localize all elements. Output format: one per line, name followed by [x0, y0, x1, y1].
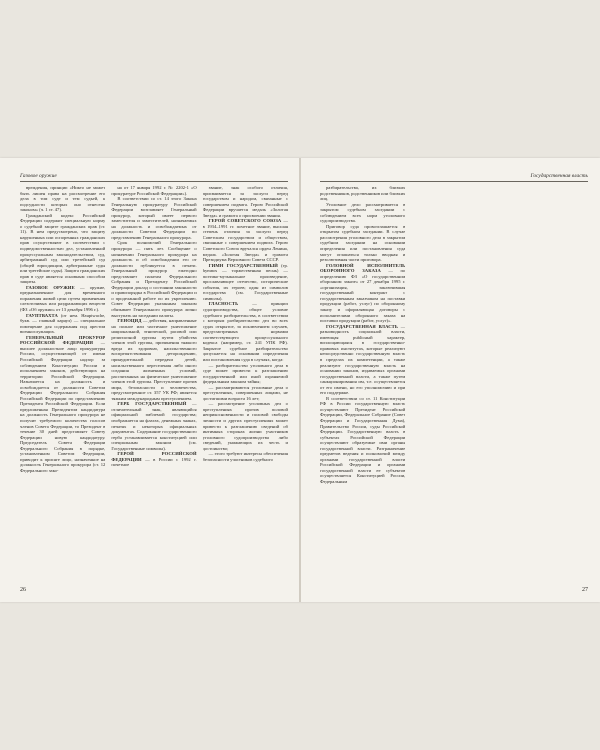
- column-right-1: [320, 185, 405, 580]
- paragraph: — разбирательство уголовного дела в суде может привести к разглашению государственной или иной охраняемой федеральным законом тайны;: [202, 362, 288, 385]
- column-right-3: [503, 185, 588, 580]
- paragraph: В соответствии со ст. 11 Конституции РФ в России государственную власть осуществляют Президент Российской Федерации, Федеральное Собрание (Совет Федерации и Государственная Дума), Правительство России, суды Российской Федерации. Государственную власть в субъектах Российской Федерации осуществляют образуемые ими органы государственной власти. Разграничение предметов ведения и полномочий между органами государственной власти Российской Федерации и органами государственной власти ее субъектов осуществляется Конституцией России, Федеральным: [320, 395, 406, 484]
- column-left-1: [20, 185, 105, 580]
- paragraph: Уголовное дело рассматривается в закрытом судебном заседании с соблюдением всех норм уголовного судопроизводства.: [320, 201, 406, 224]
- paragraph: Приговор суда провозглашается в открытом судебном заседании. В случае рассмотрения уголовного дела в закрытом судебном заседании на основании определения или постановления суда могут оглашаться только вводная и резолютивная части приговора.: [320, 223, 406, 263]
- page-right: [304, 158, 596, 602]
- paragraph: ГЕРОЙ СОВЕТСКОГО СОЮЗА — в 1934–1991 гг. почетное звание, высшая степень отличия за заслуги перед Советским государством и обществом, связанные с совершением подвига. Герою Советского Союза вручался орден Ленина, медаль «Золотая Звезда» и грамота Президиума Верховного Совета СССР.: [202, 218, 288, 263]
- paragraph: Срок полномочий Генерального прокурора — пять лет. Сообщение о назначении Генерального прокурора на должность и об освобождении его от должности публикуется в печати. Генеральный прокурор ежегодно представляет палатам Федерального Собрания и Президенту Российской Федерации доклад о состоянии законности и правопорядка в Российской Федерации и о проделанной работе по их укреплению. Совет Федерации указанным законом обязывает Генерального прокурора лично выступать на заседании палаты.: [111, 240, 197, 318]
- paragraph: В соответствии со ст. 14 этого Закона Генеральную прокуратуру Российской Федерации возглавляет Генеральный прокурор, который имеет первого заместителя и заместителей, назначаемых на должность и освобождаемых от должности Советом Федерации по представлению Генерального прокурора.: [111, 196, 197, 240]
- column-left-2: [111, 185, 196, 580]
- paragraph: разбирательства, их близких родственников, родственников или близких лиц.: [320, 185, 406, 202]
- running-head-text: Государственная власть: [530, 173, 588, 179]
- paragraph: ГАУПТВАХТА (от нем. Hauptwache, букв. — главный караул) — специальное помещение для содержания под арестом военнослужащих.: [20, 312, 106, 335]
- paragraph: ГЕРОЙ РОССИЙСКОЙ ФЕДЕРАЦИИ — в России с 1992 г. почетное: [111, 451, 197, 468]
- paragraph: вреждения, принцип «Никто не может быть лишен права на рассмотрение его дела в том суде и тем судьей, к подсудности которых оно отнесено законом» (ч. 1 ст. 47).: [20, 185, 106, 213]
- text-columns-right: [320, 185, 588, 580]
- running-head-text: Газовое оружие: [20, 173, 57, 179]
- page-number-right: 27: [582, 587, 588, 593]
- running-head-right: [320, 172, 588, 182]
- paragraph: ГЕРБ ГОСУДАРСТВЕННЫЙ — отличительный знак, являющийся официальной эмблемой государства; изображается на флагах, денежных знаках, печатях и некоторых официальных документах. Содержание государственного герба устанавливается конституцией или специальным законом (см. Государственные символы).: [111, 401, 197, 451]
- page-left: [4, 158, 296, 602]
- paragraph: Гражданский кодекс Российской Федерации содержит специальную норму о судебной защите гражданских прав (ст. 11). В нем предусмотрено, что защиту нарушенных или оспоренных гражданских прав осуществляют в соответствии с подведомственностью дел, установленной процессуальным законодательством, суд, арбитражный суд или третейский суд (общей юрисдикции, арбитражные суды или третейские суды). Защита гражданских прав в суде является основным способом защиты.: [20, 212, 106, 285]
- column-left-3: [203, 185, 288, 580]
- column-right-2: [411, 185, 496, 580]
- paragraph: ГОЛОВНОЙ ИСПОЛНИТЕЛЬ ОБОРОННОГО ЗАКАЗА — по определению ФЗ «О государственном оборонном заказе» от 27 декабря 1995 г. «организация, заключившая государственный контракт с государственным заказчиком на поставки продукции (работ, услуг) по оборонному заказу и оформляющая договоры с исполнителями оборонного заказа на поставки продукции (работ, услуг)».: [320, 262, 406, 324]
- paragraph: — рассмотрение уголовных дел о преступлениях против половой неприкосновенности и половой свободы личности и других преступлениях может привести к разглашению сведений об интимных сторонах жизни участников уголовного судопроизводства либо сведений, унижающих их честь и достоинство;: [202, 401, 288, 451]
- text-columns-left: [20, 185, 288, 580]
- paragraph: — рассматриваются уголовные дела о преступлениях, совершенных лицами, не достигшими возраста 16 лет;: [202, 384, 288, 401]
- paragraph: ГИМН ГОСУДАРСТВЕННЫЙ (гр. hymnos — торжественная песнь) — поэтико-музыкальное произведение, прославляющее отечество, исторические события, их героев; один из символов государства (см. Государственные символы).: [202, 262, 288, 301]
- running-head-left: [20, 172, 288, 182]
- paragraph: ГЕНОЦИД — действия, направленные на полное или частичное уничтожение национальной, этнической, расовой или религиозной группы путем убийства членов этой группы, причинения тяжкого вреда их здоровью, насильственного воспрепятствования деторождению, принудительной передачи детей, насильственного переселения либо иного создания жизненных условий, рассчитанных на физическое уничтожение членов этой группы. Преступление против мира, безопасности и человечества, предусмотренное ст. 357 УК РФ; является тяжким международным преступлением.: [111, 318, 197, 401]
- book-gutter: [299, 158, 301, 602]
- paragraph: на от 17 января 1992 г. № 2202-1 «О прокуратуре Российской Федерации»).: [111, 185, 197, 196]
- paragraph: ГАЗОВОЕ ОРУЖИЕ — оружие, предназначенное для временного поражения живой цели путем применения слезоточивых или раздражающих веществ (ФЗ «Об оружии» от 13 декабря 1996 г.).: [20, 284, 106, 313]
- paragraph: ГЕНЕРАЛЬНЫЙ ПРОКУРОР РОССИЙСКОЙ ФЕДЕРАЦИИ — высшее должностное лицо прокуратуры России, осуществляющей от имени Российской Федерации надзор за соблюдением Конституции России и исполнением законов, действующих на территории Российской Федерации. Назначается на должность и освобождается от должности Советом Федерации Федерального Собрания Российской Федерации по представлению Президента Российской Федерации. Если предложенная Президентом кандидатура на должность Генерального прокурора не получит требуемого количества голосов членов Совета Федерации, то Президент в течение 30 дней представляет Совету Федерации новую кандидатуру. Председатель Совета Федерации Федерального Собрания в порядке, установленном Советом Федерации, приводит к присяге лицо, назначенное на должность Генерального прокурора (ст. 12 Федерального зако-: [20, 334, 106, 473]
- paragraph: звание, знак особого отличия, присваивается за заслуги перед государством и народом, связанные с совершением подвига. Герою Российской Федерации вручается медаль «Золотая Звезда» и грамота о присвоении звания.: [202, 185, 288, 218]
- book-spread: [0, 158, 600, 602]
- paragraph: ГОСУДАРСТВЕННАЯ ВЛАСТЬ — разновидность социальной власти, имеющая publicный характер, воплощающаяся в государственно-правовых институтах, которые реализуют непосредственно государственную власть в пределах их компетенции, а также реализуют государственную власть на основании законов, издаваемых органами государственной власти, а также путем санкционирования им, т.е. осуществляется от его имени, но его уполномочию и при его поддержке.: [320, 323, 406, 396]
- paragraph: ГЛАСНОСТЬ — принцип судопроизводства, общее условие судебного разбирательства, в соответствии с которым разбирательство дел во всех судах открытое, за исключением случаев, предусмотренных нормами соответствующего процессуального кодекса (например, ст. 241 УПК РФ). Закрытое судебное разбирательство допускается на основании определения или постановления суда в случаях, когда:: [202, 301, 288, 362]
- page-number-left: 26: [20, 587, 26, 593]
- paragraph: — этого требуют интересы обеспечения безопасности участников судебного: [202, 451, 288, 462]
